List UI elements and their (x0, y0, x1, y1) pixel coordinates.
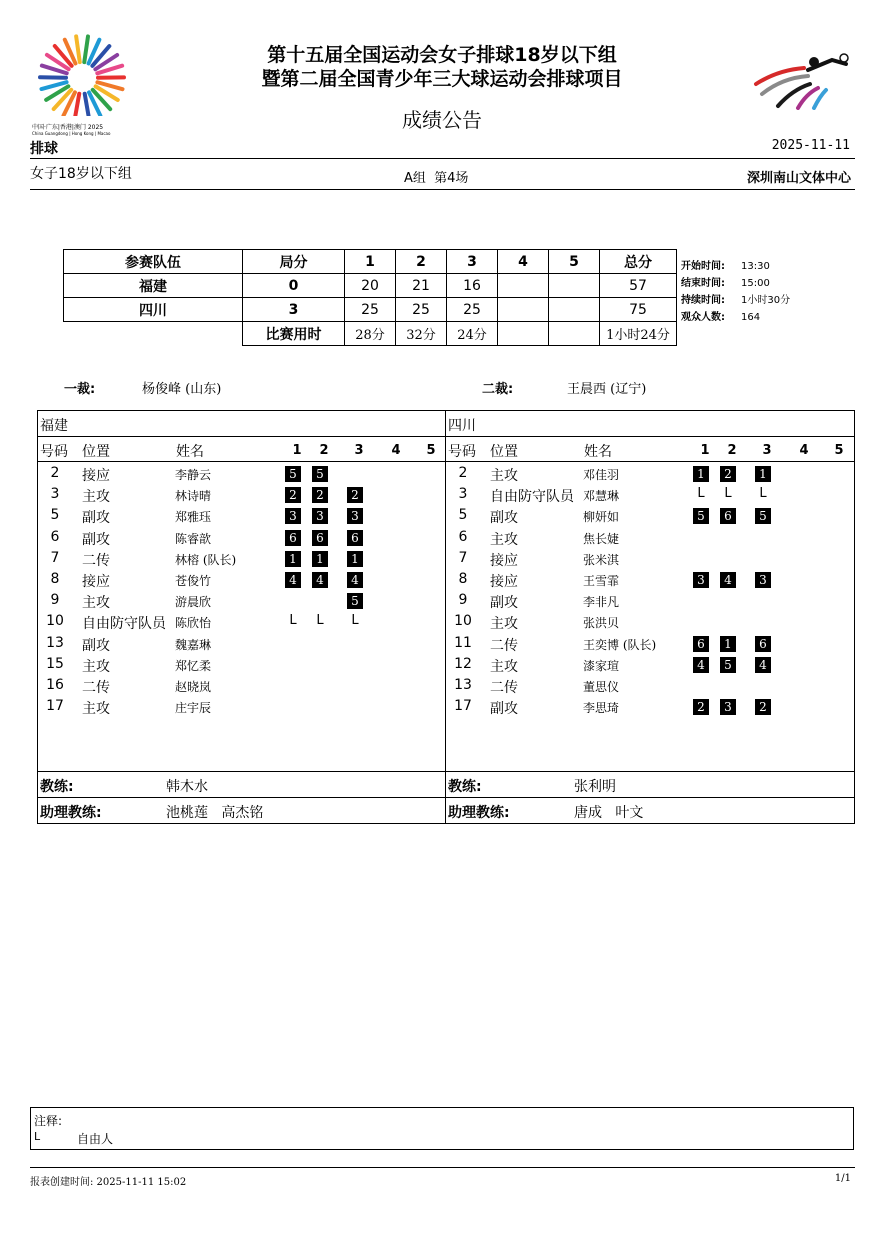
col-header-set: 4 (391, 443, 401, 458)
starting-position-badge: 3 (347, 508, 363, 524)
col-header-set: 2 (319, 443, 329, 458)
starting-position-badge: 4 (720, 572, 736, 588)
starting-position-badge: 4 (693, 657, 709, 673)
starting-position-badge: 2 (693, 699, 709, 715)
report-subtitle: 成绩公告 (402, 108, 482, 132)
set-score (498, 298, 549, 322)
set-duration: 28分 (345, 322, 396, 346)
player-number: 2 (50, 465, 60, 481)
player-number: 11 (454, 634, 472, 651)
player-number: 13 (46, 634, 64, 651)
player-position: 主攻 (490, 616, 518, 633)
libero-marker: L (289, 613, 297, 629)
starting-position-badge: 1 (285, 551, 301, 567)
first-referee-label: 一裁: (64, 382, 96, 397)
starting-position-badge: 6 (347, 530, 363, 546)
player-name: 郑雅珏 (175, 510, 212, 525)
starting-position-badge: 2 (720, 466, 736, 482)
libero-marker: L (759, 486, 767, 502)
player-number: 5 (50, 507, 60, 524)
player-name: 李思琦 (583, 701, 620, 716)
score-table (63, 249, 677, 346)
starting-position-badge: 2 (312, 487, 328, 503)
set-duration: 32分 (396, 322, 447, 346)
col-header-set: 2 (727, 443, 737, 458)
player-position: 接应 (490, 574, 518, 590)
sets-won: 3 (243, 298, 345, 322)
starting-position-badge: 2 (347, 487, 363, 503)
set-score: 16 (447, 274, 498, 298)
player-name: 柳妍如 (583, 510, 620, 525)
notes-key: L (34, 1130, 41, 1143)
player-number: 8 (50, 571, 60, 587)
starting-position-badge: 3 (720, 699, 736, 715)
starting-position-badge: 5 (312, 466, 328, 482)
player-name: 李非凡 (583, 595, 620, 610)
player-position: 副攻 (490, 595, 518, 612)
notes-value: 自由人 (77, 1132, 114, 1146)
player-position: 自由防守队员 (82, 616, 166, 633)
player-position: 副攻 (82, 510, 110, 527)
total-score: 75 (600, 298, 677, 322)
player-position: 主攻 (490, 468, 518, 484)
player-number: 10 (454, 613, 472, 630)
player-name: 赵晓岚 (175, 680, 212, 694)
player-number: 6 (50, 528, 60, 545)
player-position: 主攻 (490, 531, 518, 548)
starting-position-badge: 2 (755, 699, 771, 715)
player-name: 张米淇 (583, 552, 620, 567)
player-number: 7 (50, 549, 60, 566)
starting-position-badge: 5 (720, 657, 736, 673)
libero-marker: L (351, 613, 359, 629)
player-name: 董思仪 (583, 680, 620, 694)
col-header-set: 1 (292, 443, 302, 458)
col-header-number: 号码 (40, 444, 68, 460)
player-position: 主攻 (82, 658, 110, 675)
total-duration: 1小时24分 (600, 322, 677, 346)
col-header-position: 位置 (490, 444, 518, 460)
player-name: 张洪贝 (583, 616, 620, 631)
assistant-coach-label: 助理教练: (448, 805, 510, 821)
libero-marker: L (724, 486, 732, 502)
col-header-number: 号码 (448, 444, 476, 460)
col-header-set: 3 (762, 443, 772, 458)
player-name: 游晨欣 (175, 595, 212, 610)
player-position: 二传 (490, 637, 518, 654)
player-number: 15 (46, 655, 64, 672)
starting-position-badge: 4 (347, 572, 363, 588)
header-team: 参赛队伍 (64, 250, 243, 274)
player-name: 郑忆柔 (175, 658, 212, 673)
col-header-name: 姓名 (584, 444, 612, 460)
second-referee: 王晨西 (辽宁) (567, 382, 647, 397)
header-set-3: 3 (447, 250, 498, 274)
score-row-team-1 (64, 274, 677, 298)
set-score: 25 (447, 298, 498, 322)
player-name: 王雪霏 (583, 574, 620, 588)
set-score: 21 (396, 274, 447, 298)
category-label: 女子18岁以下组 (30, 166, 132, 182)
audience-count: 164 (741, 312, 761, 323)
assistant-coach-names: 池桃莲 高杰铭 (166, 805, 264, 821)
player-number: 5 (458, 507, 468, 524)
col-header-set: 5 (834, 443, 844, 458)
col-header-set: 5 (426, 443, 436, 458)
player-number: 17 (46, 698, 64, 715)
player-number: 13 (454, 677, 472, 693)
score-row-team-2 (64, 298, 677, 322)
header-set-2: 2 (396, 250, 447, 274)
starting-position-badge: 2 (285, 487, 301, 503)
logo-text: 中国·广东|香港|澳门 2025 (32, 124, 104, 131)
starting-position-badge: 3 (285, 508, 301, 524)
team-name: 福建 (64, 274, 243, 298)
set-duration (549, 322, 600, 346)
starting-position-badge: 1 (693, 466, 709, 482)
total-score: 57 (600, 274, 677, 298)
set-duration (498, 322, 549, 346)
col-header-set: 1 (700, 443, 710, 458)
player-position: 主攻 (82, 595, 110, 612)
player-number: 8 (458, 571, 468, 587)
player-name: 林诗晴 (175, 489, 212, 504)
title-line-2: 暨第二届全国青少年三大球运动会排球项目 (261, 68, 623, 90)
player-number: 10 (46, 613, 64, 630)
header-total: 总分 (600, 250, 677, 274)
match-info (681, 258, 790, 326)
starting-position-badge: 6 (720, 508, 736, 524)
player-number: 7 (458, 549, 468, 566)
notes-box (30, 1107, 854, 1150)
player-number: 9 (458, 592, 468, 609)
sets-won: 0 (243, 274, 345, 298)
player-position: 副攻 (82, 637, 110, 654)
player-name: 庄宇辰 (175, 701, 212, 716)
match-date: 2025-11-11 (771, 138, 850, 153)
player-name: 焦长婕 (583, 531, 620, 546)
player-number: 16 (46, 677, 64, 693)
player-position: 二传 (490, 680, 518, 696)
starting-position-badge: 1 (755, 466, 771, 482)
set-score (549, 298, 600, 322)
set-duration: 24分 (447, 322, 498, 346)
starting-position-badge: 3 (693, 572, 709, 588)
col-header-name: 姓名 (176, 444, 204, 460)
player-position: 接应 (82, 574, 110, 590)
player-name: 李静云 (175, 468, 212, 482)
venue: 深圳南山文体中心 (746, 171, 851, 186)
starting-position-badge: 4 (755, 657, 771, 673)
starting-position-badge: 5 (285, 466, 301, 482)
notes-label: 注释: (34, 1114, 63, 1128)
start-label: 开始时间: (681, 261, 725, 272)
player-position: 主攻 (490, 658, 518, 675)
coach-name: 张利明 (574, 779, 616, 795)
set-score: 20 (345, 274, 396, 298)
start-time: 13:30 (741, 261, 770, 272)
player-position: 接应 (82, 468, 110, 484)
starting-position-badge: 1 (312, 551, 328, 567)
report-created-time: 报表创建时间: 2025-11-11 15:02 (30, 1177, 187, 1188)
duration-label: 持续时间: (681, 295, 725, 306)
starting-position-badge: 5 (755, 508, 771, 524)
starting-position-badge: 5 (347, 593, 363, 609)
team-name: 四川 (64, 298, 243, 322)
player-position: 二传 (82, 680, 110, 696)
duration-row (64, 322, 677, 346)
team-name: 福建 (40, 418, 68, 434)
starting-position-badge: 5 (693, 508, 709, 524)
player-number: 6 (458, 528, 468, 545)
set-score (549, 274, 600, 298)
player-position: 副攻 (82, 531, 110, 548)
player-name: 漆家瑄 (583, 658, 620, 673)
libero-marker: L (697, 486, 705, 502)
duration-label: 比赛用时 (243, 322, 345, 346)
header-set-4: 4 (498, 250, 549, 274)
col-header-position: 位置 (82, 444, 110, 460)
player-name: 苍俊竹 (175, 574, 212, 588)
player-number: 3 (458, 486, 468, 503)
header-set-1: 1 (345, 250, 396, 274)
player-position: 二传 (82, 552, 110, 569)
end-label: 结束时间: (681, 278, 725, 289)
starting-position-badge: 6 (693, 636, 709, 652)
coach-name: 韩木水 (166, 779, 208, 795)
logo-subtext: China Guangdong | Hong Kong | Macao (32, 131, 111, 136)
assistant-coach-label: 助理教练: (40, 805, 102, 821)
coach-label: 教练: (448, 779, 482, 795)
set-score: 25 (345, 298, 396, 322)
player-name: 王奕博 (队长) (583, 637, 657, 652)
player-position: 自由防守队员 (490, 489, 574, 506)
player-number: 12 (454, 655, 472, 672)
player-number: 3 (50, 486, 60, 503)
team-name: 四川 (448, 418, 476, 434)
starting-position-badge: 3 (755, 572, 771, 588)
header-sets: 局分 (243, 250, 345, 274)
starting-position-badge: 1 (720, 636, 736, 652)
starting-position-badge: 4 (285, 572, 301, 588)
player-name: 魏嘉琳 (175, 637, 212, 652)
col-header-set: 4 (799, 443, 809, 458)
first-referee: 杨俊峰 (山东) (142, 382, 222, 397)
player-position: 主攻 (82, 489, 110, 506)
col-header-set: 3 (354, 443, 364, 458)
assistant-coach-names: 唐成 叶文 (574, 805, 644, 821)
starting-position-badge: 1 (347, 551, 363, 567)
player-number: 9 (50, 592, 60, 609)
player-name: 陈睿歆 (175, 531, 212, 546)
player-name: 林榕 (队长) (175, 552, 237, 567)
player-position: 副攻 (490, 510, 518, 527)
player-number: 17 (454, 698, 472, 715)
match-duration: 1小时30分 (741, 295, 791, 306)
player-name: 邓慧琳 (583, 489, 620, 504)
sport-label: 排球 (30, 141, 58, 157)
page-number: 1/1 (834, 1173, 851, 1184)
audience-label: 观众人数: (681, 312, 725, 323)
end-time: 15:00 (741, 278, 770, 289)
player-position: 接应 (490, 552, 518, 569)
set-score (498, 274, 549, 298)
starting-position-badge: 6 (755, 636, 771, 652)
header-set-5: 5 (549, 250, 600, 274)
player-number: 2 (458, 465, 468, 481)
coach-label: 教练: (40, 779, 74, 795)
group-match: A组 第4场 (404, 171, 469, 186)
starting-position-badge: 6 (285, 530, 301, 546)
title-line-1: 第十五届全国运动会女子排球18岁以下组 (267, 44, 617, 66)
score-header-row (64, 250, 677, 274)
set-score: 25 (396, 298, 447, 322)
libero-marker: L (316, 613, 324, 629)
player-name: 邓佳羽 (583, 468, 620, 482)
second-referee-label: 二裁: (482, 382, 514, 397)
player-position: 主攻 (82, 701, 110, 718)
starting-position-badge: 4 (312, 572, 328, 588)
starting-position-badge: 6 (312, 530, 328, 546)
player-position: 副攻 (490, 701, 518, 718)
starting-position-badge: 3 (312, 508, 328, 524)
player-name: 陈欣怡 (175, 616, 212, 631)
